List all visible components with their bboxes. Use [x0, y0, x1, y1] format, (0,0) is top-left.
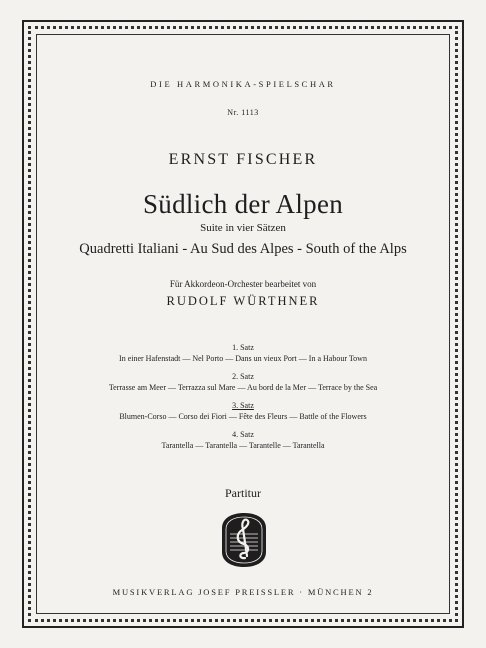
- edition-number: Nr. 1113: [227, 108, 259, 117]
- subtitle: Suite in vier Sätzen: [200, 222, 286, 234]
- translated-titles: Quadretti Italiani - Au Sud des Alpes - South of the Alps: [79, 241, 407, 257]
- movement-1: [36, 344, 450, 363]
- series-name: DIE HARMONIKA-SPIELSCHAR: [150, 79, 336, 89]
- movement-number: 4. Satz: [232, 430, 254, 439]
- movement-4: [36, 431, 450, 450]
- page-title: Südlich der Alpen: [142, 189, 344, 219]
- movement-2: [36, 373, 450, 392]
- movement-number: 1. Satz: [232, 343, 254, 352]
- movement-3: [36, 402, 450, 421]
- arranger-name: RUDOLF WÜRTHNER: [166, 294, 320, 308]
- movement-number: 3. Satz: [232, 401, 254, 410]
- movement-titles: Blumen-Corso — Corso dei Fiori — Fête des Fleurs — Battle of the Flowers: [119, 412, 367, 421]
- treble-clef-logo-icon: [220, 512, 268, 568]
- arranged-by-label: Für Akkordeon-Orchester bearbeitet von: [169, 279, 317, 289]
- movement-titles: Tarantella — Tarantella — Tarantelle — Tarantella: [161, 441, 325, 450]
- composer-name: ERNST FISCHER: [168, 151, 318, 168]
- score-label: Partitur: [225, 486, 261, 500]
- publisher-name: MUSIKVERLAG JOSEF PREISSLER · MÜNCHEN 2: [112, 587, 374, 597]
- movement-number: 2. Satz: [232, 372, 254, 381]
- title-page: [36, 34, 450, 614]
- movement-titles: In einer Hafenstadt — Nel Porto — Dans un vieux Port — In a Habour Town: [119, 354, 367, 363]
- movement-titles: Terrasse am Meer — Terrazza sul Mare — Au bord de la Mer — Terrace by the Sea: [108, 383, 378, 392]
